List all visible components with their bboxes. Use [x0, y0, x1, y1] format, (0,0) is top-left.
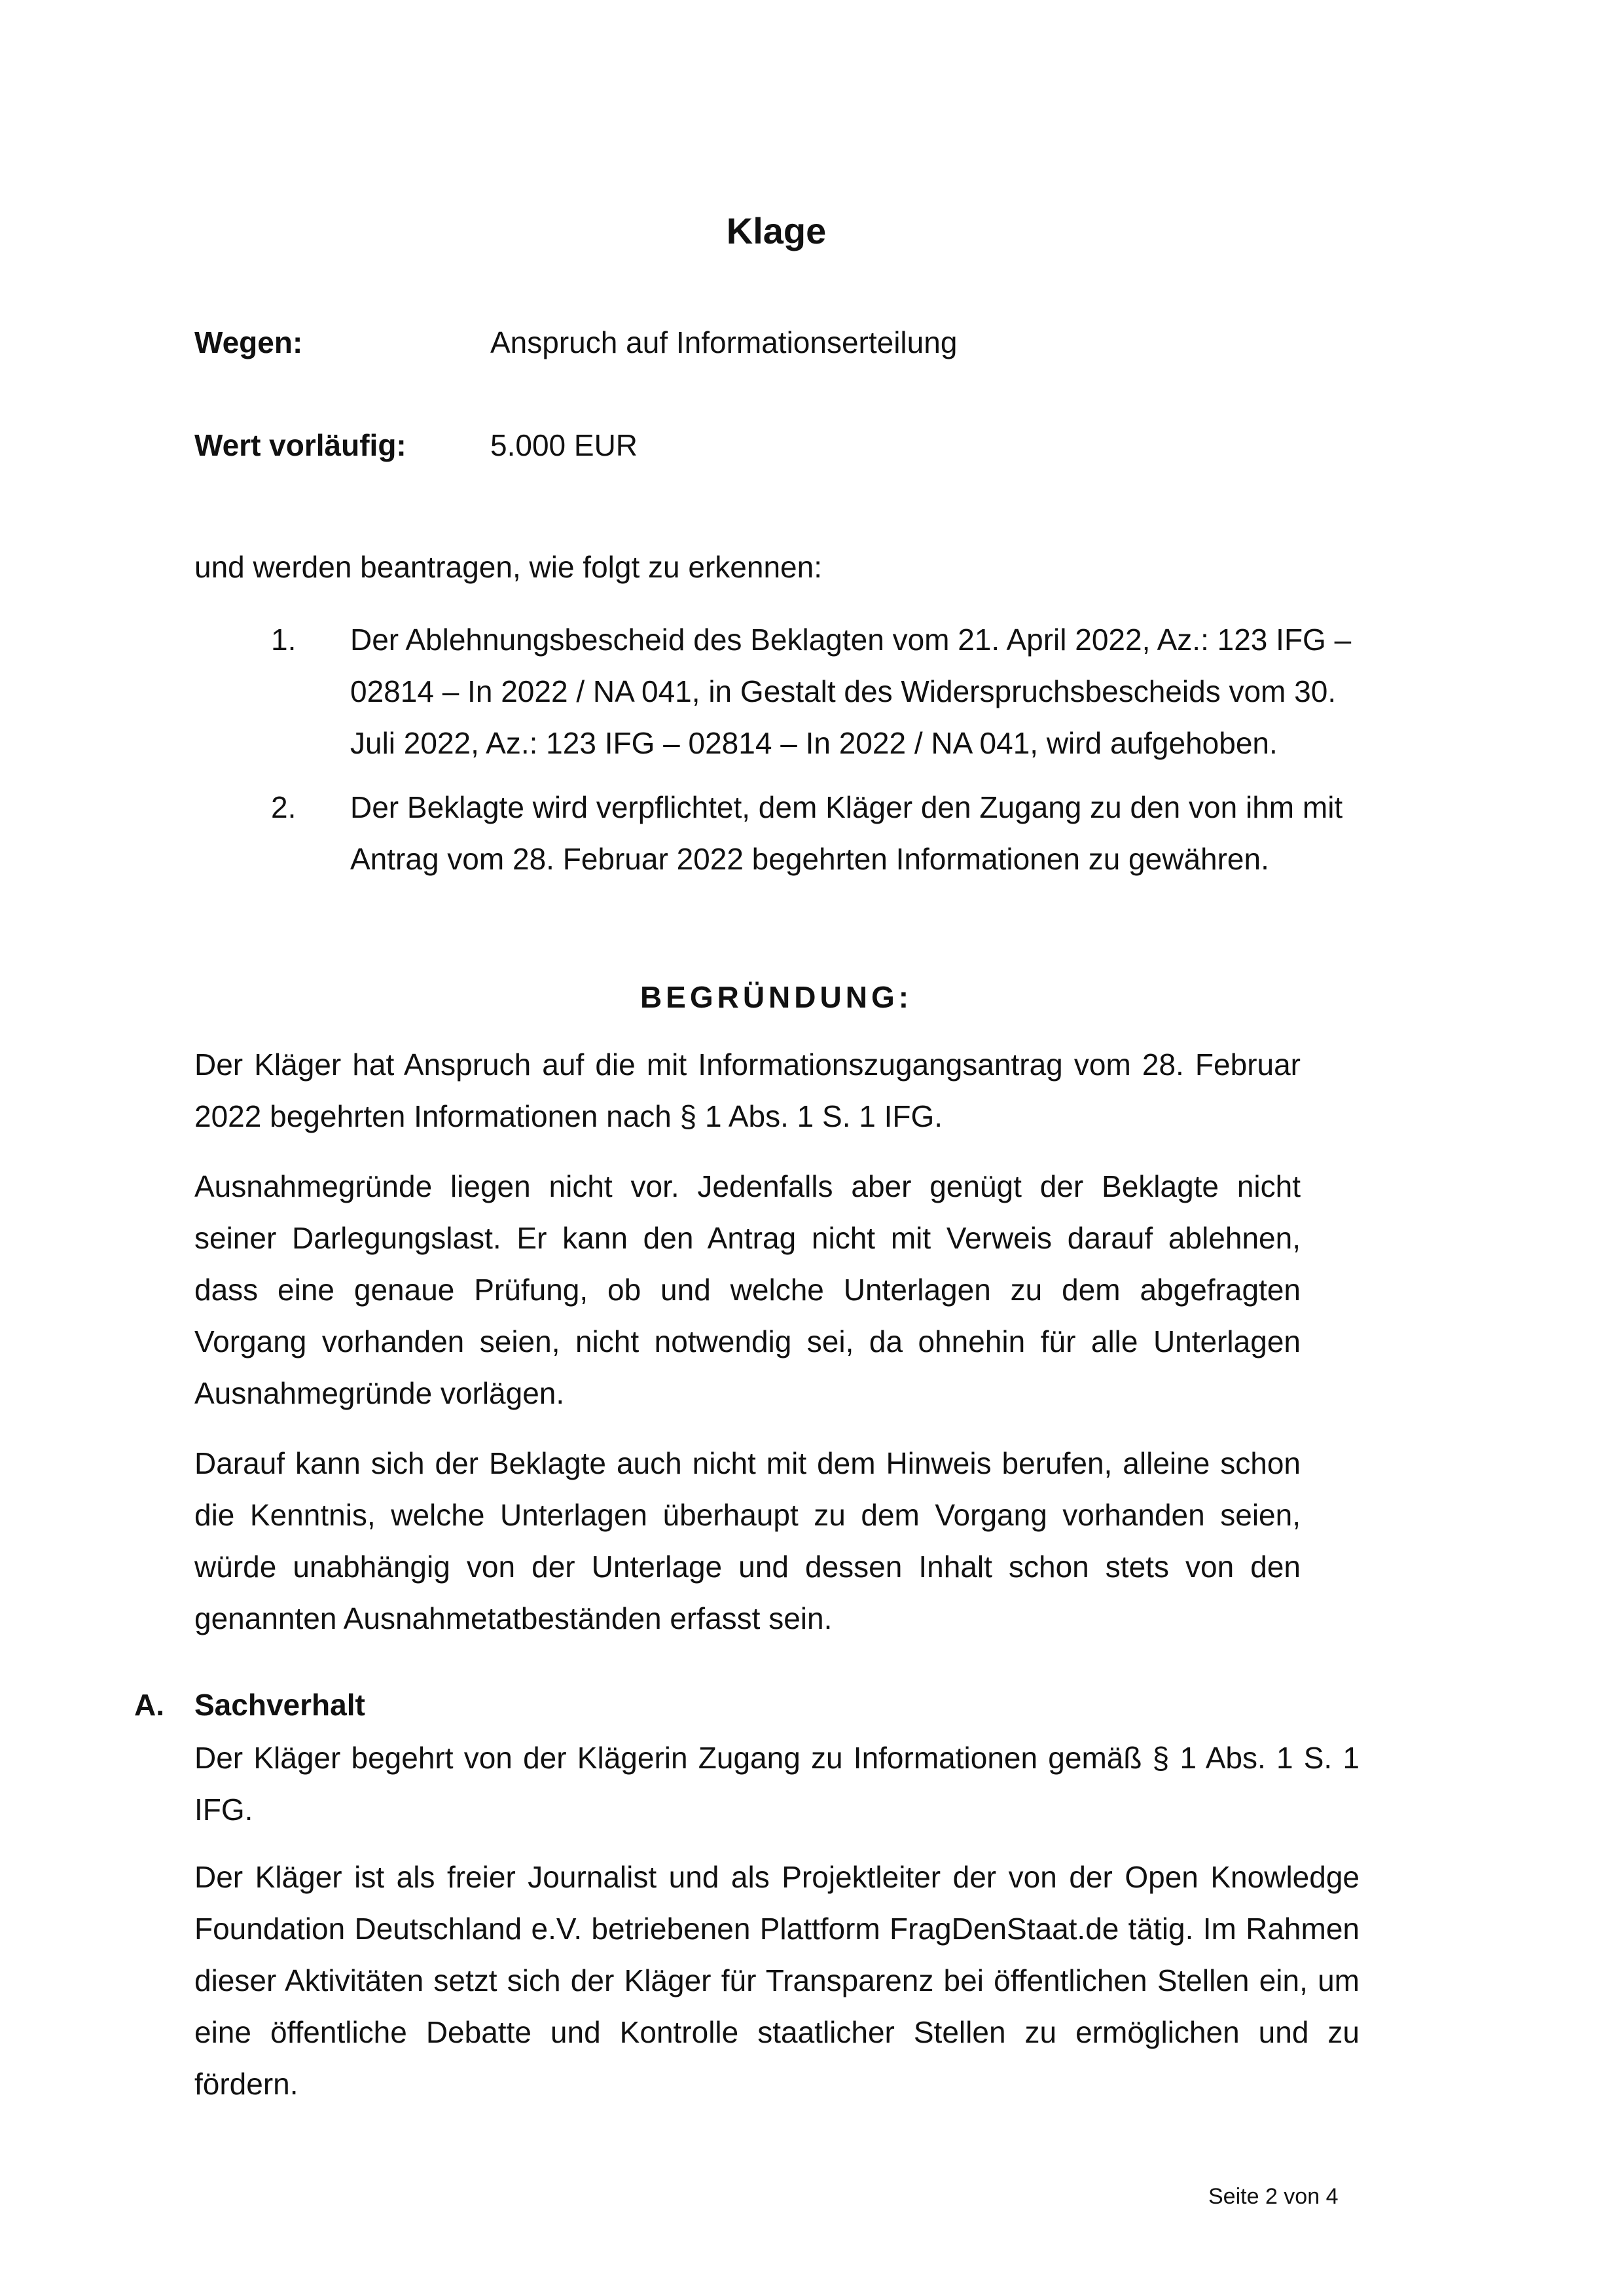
reasoning-paragraph: Ausnahmegründe liegen nicht vor. Jedenfalls aber genügt der Beklagte nicht seiner Darlegungslast. Er kann den Antrag nicht mit Verweis darauf ablehnen, dass eine genaue Prüfung, ob und welche Unterlagen zu dem abgefragten Vorgang vorhanden seien, nicht notwendig sei, da ohnehin für alle Unterlagen Ausnahmegründe vorlägen.	[194, 1169, 1301, 1410]
intro-text: und werden beantragen, wie folgt zu erkennen:	[194, 550, 822, 584]
section-paragraph: Der Kläger begehrt von der Klägerin Zugang zu Informationen gemäß § 1 Abs. 1 S. 1 IFG.	[194, 1741, 1360, 1827]
field-value-wegen: Anspruch auf Informationserteilung	[490, 325, 958, 359]
document-title: Klage	[726, 210, 827, 251]
request-text: Der Beklagte wird verpflichtet, dem Kläger den Zugang zu den von ihm mit Antrag vom 28. Februar 2022 begehrten Informationen zu gewähren.	[350, 790, 1343, 876]
request-number: 2.	[271, 790, 297, 824]
reasoning-paragraph: Darauf kann sich der Beklagte auch nicht mit dem Hinweis berufen, alleine schon die Kenntnis, welche Unterlagen überhaupt zu dem Vorgang vorhanden seien, würde unabhängig von der Unterlage und dessen Inhalt schon stets von den genannten Ausnahmetatbeständen erfasst sein.	[194, 1446, 1301, 1635]
field-label-wert: Wert vorläufig:	[194, 428, 406, 462]
field-value-wert: 5.000 EUR	[490, 428, 638, 462]
reasoning-paragraph: Der Kläger hat Anspruch auf die mit Informationszugangsantrag vom 28. Februar 2022 begehrten Informationen nach § 1 Abs. 1 S. 1 IFG.	[194, 1048, 1301, 1133]
field-label-wegen: Wegen:	[194, 325, 303, 359]
section-letter: A.	[134, 1688, 164, 1722]
section-title: Sachverhalt	[194, 1688, 365, 1722]
reasoning-heading: BEGRÜNDUNG:	[640, 980, 913, 1014]
page-number: Seite 2 von 4	[1208, 2184, 1339, 2209]
request-number: 1.	[271, 623, 297, 657]
section-paragraph: Der Kläger ist als freier Journalist und als Projektleiter der von der Open Knowledge Foundation Deutschland e.V. betriebenen Plattform FragDenStaat.de tätig. Im Rahmen dieser Aktivitäten setzt sich der Kläger für Transparenz bei öffentlichen Stellen ein, um eine öffentliche Debatte und Kontrolle staatlicher Stellen zu ermöglichen und zu fördern.	[194, 1860, 1360, 2101]
request-text: Der Ablehnungsbescheid des Beklagten vom 21. April 2022, Az.: 123 IFG – 02814 – In 2022 / NA 041, in Gestalt des Widerspruchsbescheids vom 30. Juli 2022, Az.: 123 IFG – 02814 – In 2022 / NA 041, wird aufgehoben.	[350, 623, 1352, 760]
